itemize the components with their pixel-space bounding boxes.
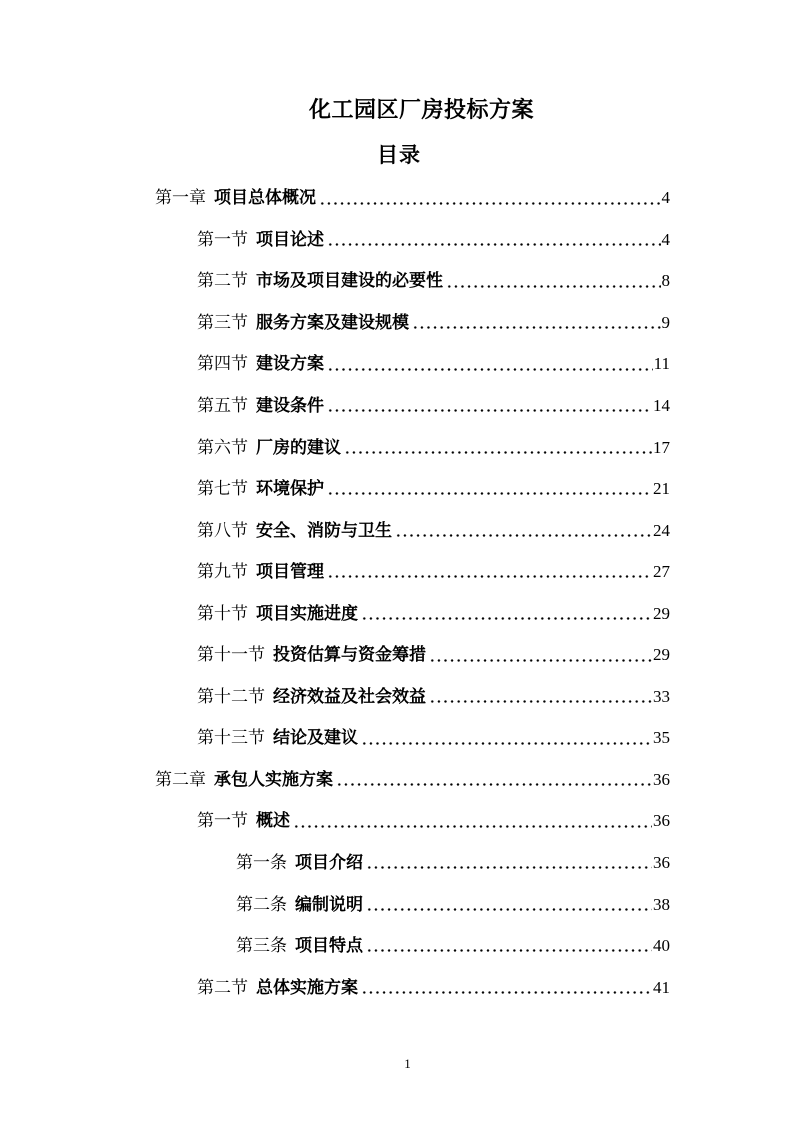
- toc-heading: 目录: [377, 143, 421, 167]
- toc-entry-page: 36: [653, 811, 670, 831]
- toc-entry[interactable]: [197, 385, 670, 427]
- toc-entry[interactable]: [197, 676, 670, 718]
- toc-entry-title: 服务方案及建设规模: [256, 312, 409, 332]
- toc-entry-title: 结论及建议: [273, 728, 358, 748]
- toc-entry-number: 第一节: [197, 229, 248, 249]
- toc-entry-title: 安全、消防与卫生: [256, 520, 392, 540]
- toc-entry-number: 第一条: [236, 853, 287, 873]
- toc-entry-number: 第十节: [197, 603, 248, 623]
- toc-entry-page: 27: [653, 562, 670, 582]
- toc-entry-number: 第三条: [236, 936, 287, 956]
- toc-entry[interactable]: [197, 426, 670, 468]
- toc-entry-title: 建设条件: [256, 396, 324, 415]
- toc-entry[interactable]: [197, 219, 670, 261]
- toc-entry[interactable]: [197, 592, 670, 634]
- toc-entry-page: 11: [653, 354, 670, 374]
- toc-leader-dots: [366, 907, 652, 912]
- toc-entry-number: 第七节: [197, 479, 248, 499]
- toc-entry-number: 第二章: [155, 769, 206, 789]
- footer-page-number: 1: [404, 1056, 411, 1071]
- toc-entry[interactable]: [197, 717, 670, 759]
- toc-entry-page: 9: [661, 312, 670, 332]
- toc-leader-dots: [446, 284, 661, 289]
- toc-entry-page: 4: [661, 229, 670, 249]
- toc-leader-dots: [327, 242, 661, 247]
- toc-entry-page: 33: [653, 686, 670, 706]
- toc-leader-dots: [361, 741, 652, 746]
- toc-leader-dots: [412, 325, 661, 330]
- toc-entry[interactable]: [197, 800, 670, 842]
- toc-entry-title: 厂房的建议: [256, 437, 341, 457]
- toc-entry-page: 24: [653, 520, 670, 540]
- toc-leader-dots: [395, 533, 652, 538]
- toc-entry-page: 4: [661, 188, 670, 208]
- toc-entry-number: 第二节: [197, 977, 248, 997]
- toc-entry-title: 项目介绍: [295, 853, 363, 873]
- toc-entry-page: 21: [653, 479, 670, 499]
- toc-entry-page: 17: [653, 437, 670, 457]
- toc-entry-number: 第二节: [197, 271, 248, 291]
- toc-leader-dots: [327, 408, 652, 413]
- toc-entry-title: 经济效益及社会效益: [273, 686, 426, 706]
- toc-entry-number: 第三节: [197, 312, 248, 332]
- toc-entry-page: 36: [653, 769, 670, 789]
- toc-entry-number: 第十二节: [197, 686, 265, 706]
- toc-entry-page: 36: [653, 853, 670, 873]
- toc-entry-title: 编制说明: [295, 894, 363, 914]
- toc-entry-title: 市场及项目建设的必要性: [256, 271, 443, 291]
- toc-entry[interactable]: [197, 343, 670, 385]
- toc-leader-dots: [336, 782, 652, 787]
- toc-entry-number: 第十三节: [197, 728, 265, 748]
- toc-entry[interactable]: [236, 883, 670, 925]
- toc-entry-title: 项目管理: [256, 562, 324, 582]
- toc-entry[interactable]: [197, 966, 670, 1008]
- toc-entry-number: 第一章: [155, 188, 206, 208]
- toc-leader-dots: [361, 616, 652, 621]
- toc-leader-dots: [327, 574, 652, 579]
- toc-entry[interactable]: [236, 842, 670, 884]
- toc-entry[interactable]: [155, 177, 670, 219]
- toc-leader-dots: [293, 824, 652, 829]
- toc-entry-number: 第四节: [197, 354, 248, 374]
- document-title: 化工园区厂房投标方案: [309, 97, 535, 122]
- toc-entry-title: 承包人实施方案: [214, 769, 333, 789]
- toc-entry-title: 总体实施方案: [256, 977, 358, 997]
- toc-entry-page: 35: [653, 728, 670, 748]
- toc-entry-page: 29: [653, 603, 670, 623]
- toc-entry-page: 8: [661, 271, 670, 291]
- toc-entry-title: 概述: [256, 811, 290, 831]
- toc-entry[interactable]: [197, 551, 670, 593]
- toc-entry-page: 14: [653, 396, 670, 415]
- toc-entry[interactable]: [197, 260, 670, 302]
- toc-entry-number: 第二条: [236, 894, 287, 914]
- toc-entry-title: 项目总体概况: [214, 188, 316, 208]
- toc-entry-page: 40: [653, 936, 670, 956]
- toc-entry-number: 第十一节: [197, 645, 265, 665]
- toc-entry-title: 环境保护: [256, 479, 324, 499]
- toc-entry-title: 项目特点: [295, 936, 363, 956]
- toc-entry-page: 29: [653, 645, 670, 665]
- toc-entry-number: 第五节: [197, 396, 248, 415]
- toc-entry-title: 投资估算与资金筹措: [273, 645, 426, 665]
- toc-leader-dots: [366, 948, 652, 953]
- table-of-contents: [0, 177, 793, 1008]
- toc-entry[interactable]: [197, 634, 670, 676]
- toc-leader-dots: [327, 491, 652, 496]
- toc-entry[interactable]: [197, 509, 670, 551]
- toc-leader-dots: [319, 201, 661, 206]
- toc-leader-dots: [344, 450, 652, 455]
- toc-entry-number: 第八节: [197, 520, 248, 540]
- toc-entry[interactable]: [155, 759, 670, 801]
- toc-entry-title: 项目实施进度: [256, 603, 358, 623]
- toc-leader-dots: [429, 699, 652, 704]
- toc-leader-dots: [327, 367, 653, 372]
- toc-entry-page: 38: [653, 894, 670, 914]
- toc-entry[interactable]: [197, 468, 670, 510]
- toc-entry-number: 第九节: [197, 562, 248, 582]
- toc-entry-number: 第六节: [197, 437, 248, 457]
- toc-entry-title: 项目论述: [256, 229, 324, 249]
- toc-entry-number: 第一节: [197, 811, 248, 831]
- toc-leader-dots: [429, 658, 652, 663]
- toc-entry-title: 建设方案: [256, 354, 324, 374]
- toc-entry[interactable]: [197, 302, 670, 344]
- toc-leader-dots: [361, 990, 652, 995]
- toc-leader-dots: [366, 865, 652, 870]
- toc-entry[interactable]: [236, 925, 670, 967]
- toc-entry-page: 41: [653, 977, 670, 997]
